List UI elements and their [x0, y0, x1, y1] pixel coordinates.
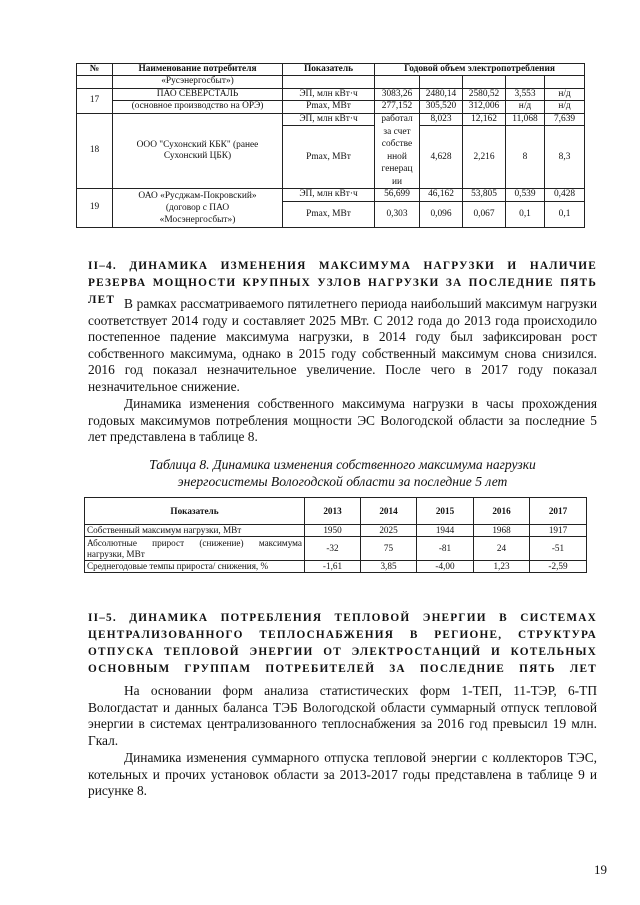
table-row: [77, 113, 585, 126]
section-5-paragraph-1: На основании форм анализа статистических форм 1-ТЕП, 11-ТЭР, 6-ТП Вологдастат и данных баланса ТЭБ Вологодской области суммарный отпуск тепловой энергии в системах централизованного теплоснабжения за 2016 год превысил 19 млн. Гкал.: [88, 683, 597, 748]
value-cell: 277,152: [375, 101, 420, 114]
consumer-name: ПАО СЕВЕРСТАЛЬ: [113, 88, 283, 101]
value-cell: 2480,14: [420, 88, 463, 101]
value-cell: 0,428: [545, 189, 585, 202]
table-row: [77, 189, 585, 202]
indicator: ЭП, млн кВт·ч: [283, 189, 375, 202]
value-cell: 1968: [474, 525, 530, 537]
value-cell: 0,1: [545, 201, 585, 227]
row-num: 17: [77, 88, 113, 113]
consumer-name-line: ООО "Сухонский КБК" (ранее: [136, 139, 259, 150]
value-cell: 8: [506, 126, 545, 189]
value-cell: 12,162: [463, 113, 506, 126]
value-cell: работал: [375, 113, 420, 126]
col-header-year: 2013: [305, 498, 361, 525]
value-cell: 1950: [305, 525, 361, 537]
indicator: Pmax, МВт: [283, 201, 375, 227]
consumer-name: (основное производство на ОРЭ): [113, 101, 283, 114]
value-cell: 53,805: [463, 189, 506, 202]
indicator: ЭП, млн кВт·ч: [283, 113, 375, 126]
value-cell: 1944: [417, 525, 474, 537]
row-label: [85, 537, 305, 561]
section-5-heading: [88, 610, 597, 678]
table-8-caption: [88, 456, 597, 490]
value-cell: -32: [305, 537, 361, 561]
value-cell: -81: [417, 537, 474, 561]
value-cell: 56,699: [375, 189, 420, 202]
row-label-line: Абсолютные прирост (снижение) максимума: [87, 538, 302, 548]
value-cell: 8,023: [420, 113, 463, 126]
section-5-paragraph-2: Динамика изменения суммарного отпуска тепловой энергии с коллекторов ТЭС, котельных и прочих установок области за 2013-2017 годы представлена в таблице 9 и рисунке 8.: [88, 750, 597, 799]
col-header-year: 2015: [417, 498, 474, 525]
consumer-name-line: (договор с ПАО: [165, 202, 230, 213]
table-row: [85, 525, 587, 537]
carry-name: «Русэнергосбыт»): [113, 76, 283, 89]
col-header-consumer: Наименование потребителя: [113, 64, 283, 76]
col-header-indicator: Показатель: [283, 64, 375, 76]
col-header-year: 2017: [530, 498, 587, 525]
heading-line: ОСНОВНЫМ ГРУППАМ ПОТРЕБИТЕЛЕЙ ЗА ПОСЛЕДНИЕ ПЯТЬ ЛЕТ: [88, 663, 597, 675]
consumers-table: [76, 63, 585, 228]
heading-line: ЦЕНТРАЛИЗОВАННОГО ТЕПЛОСНАБЖЕНИЯ В РЕГИОНЕ, СТРУКТУРА: [88, 629, 597, 641]
value-cell: за счет собстве нной генерац ии: [375, 126, 420, 189]
value-cell: 0,1: [506, 201, 545, 227]
value-cell: 4,628: [420, 126, 463, 189]
page-number: 19: [594, 862, 607, 877]
table-row: [85, 561, 587, 573]
consumer-name-line: Сухонский ЦБК): [163, 150, 232, 161]
value-cell: 24: [474, 537, 530, 561]
row-num: 18: [77, 113, 113, 189]
value-cell: 0,539: [506, 189, 545, 202]
row-label: Среднегодовые темпы прироста/ снижения, %: [85, 561, 305, 573]
heading-line: II–4. ДИНАМИКА ИЗМЕНЕНИЯ МАКСИМУМА НАГРУЗКИ И НАЛИЧИЕ: [88, 260, 597, 272]
indicator: ЭП, млн кВт·ч: [283, 88, 375, 101]
col-header-indicator: Показатель: [85, 498, 305, 525]
value-cell: 305,520: [420, 101, 463, 114]
value-cell: н/д: [506, 101, 545, 114]
row-label-line: нагрузки, МВт: [87, 548, 145, 559]
value-cell: 0,067: [463, 201, 506, 227]
value-cell: 3,553: [506, 88, 545, 101]
col-header-year: 2014: [361, 498, 417, 525]
table-row: [77, 76, 585, 89]
indicator: Pmax, МВт: [283, 126, 375, 189]
value-cell: 0,303: [375, 201, 420, 227]
value-cell: 2,216: [463, 126, 506, 189]
heading-line: ОТПУСКА ТЕПЛОВОЙ ЭНЕРГИИ ОТ ЭЛЕКТРОСТАНЦИЙ И КОТЕЛЬНЫХ: [88, 646, 597, 658]
max-load-table: [84, 497, 587, 573]
caption-line: Таблица 8. Динамика изменения собственного максимума нагрузки: [149, 457, 536, 472]
value-cell: -4,00: [417, 561, 474, 573]
value-cell: 75: [361, 537, 417, 561]
value-cell: 312,006: [463, 101, 506, 114]
value-cell: 2580,52: [463, 88, 506, 101]
heading-line: РЕЗЕРВА МОЩНОСТИ КРУПНЫХ УЗЛОВ НАГРУЗКИ ЗА ПОСЛЕДНИЕ ПЯТЬ ЛЕТ: [88, 277, 597, 306]
value-cell: 3083,26: [375, 88, 420, 101]
value-cell: -1,61: [305, 561, 361, 573]
value-cell: 1,23: [474, 561, 530, 573]
caption-line: энергосистемы Вологодской области за последние 5 лет: [177, 474, 508, 489]
table-row: [85, 537, 587, 561]
value-cell: 46,162: [420, 189, 463, 202]
section-4-paragraph-1: В рамках рассматриваемого пятилетнего периода наибольший максимум нагрузки соответствует 2014 году и составляет 2025 МВт. С 2012 года до 2013 года происходило постепенное падение максимума нагрузки, в 2014 году был зафиксирован рост собственного максимума, однако в 2015 году собственный максимум снова снизился. 2016 год показал незначительное увеличение. После чего в 2017 году показал незначительное снижение.: [88, 296, 597, 394]
consumer-name: [113, 189, 283, 228]
col-header-annual-volume: Годовой объем электропотребления: [375, 64, 585, 76]
indicator: Pmax, МВт: [283, 101, 375, 114]
value-cell: 0,096: [420, 201, 463, 227]
row-num: 19: [77, 189, 113, 228]
value-cell: -2,59: [530, 561, 587, 573]
heading-line: II–5. ДИНАМИКА ПОТРЕБЛЕНИЯ ТЕПЛОВОЙ ЭНЕРГИИ В СИСТЕМАХ: [88, 612, 597, 624]
table-row: [77, 101, 585, 114]
value-cell: 11,068: [506, 113, 545, 126]
value-cell: 8,3: [545, 126, 585, 189]
consumer-name: [113, 113, 283, 189]
value-cell: 1917: [530, 525, 587, 537]
col-header-year: 2016: [474, 498, 530, 525]
value-cell: 3,85: [361, 561, 417, 573]
row-label: Собственный максимум нагрузки, МВт: [85, 525, 305, 537]
value-cell: 7,639: [545, 113, 585, 126]
col-header-num: №: [77, 64, 113, 76]
section-4-paragraph-2: Динамика изменения собственного максимума нагрузки в часы прохождения годовых максимумов потребления мощности ЭС Вологодской области за последние 5 лет представлена в таблице 8.: [88, 396, 597, 445]
consumer-name-line: «Мосэнергосбыт»): [159, 214, 236, 225]
consumer-name-line: ОАО «Русджам-Покровский»: [138, 190, 257, 201]
value-cell: н/д: [545, 101, 585, 114]
value-cell: 2025: [361, 525, 417, 537]
value-cell: н/д: [545, 88, 585, 101]
value-cell: -51: [530, 537, 587, 561]
table-row: [77, 88, 585, 101]
